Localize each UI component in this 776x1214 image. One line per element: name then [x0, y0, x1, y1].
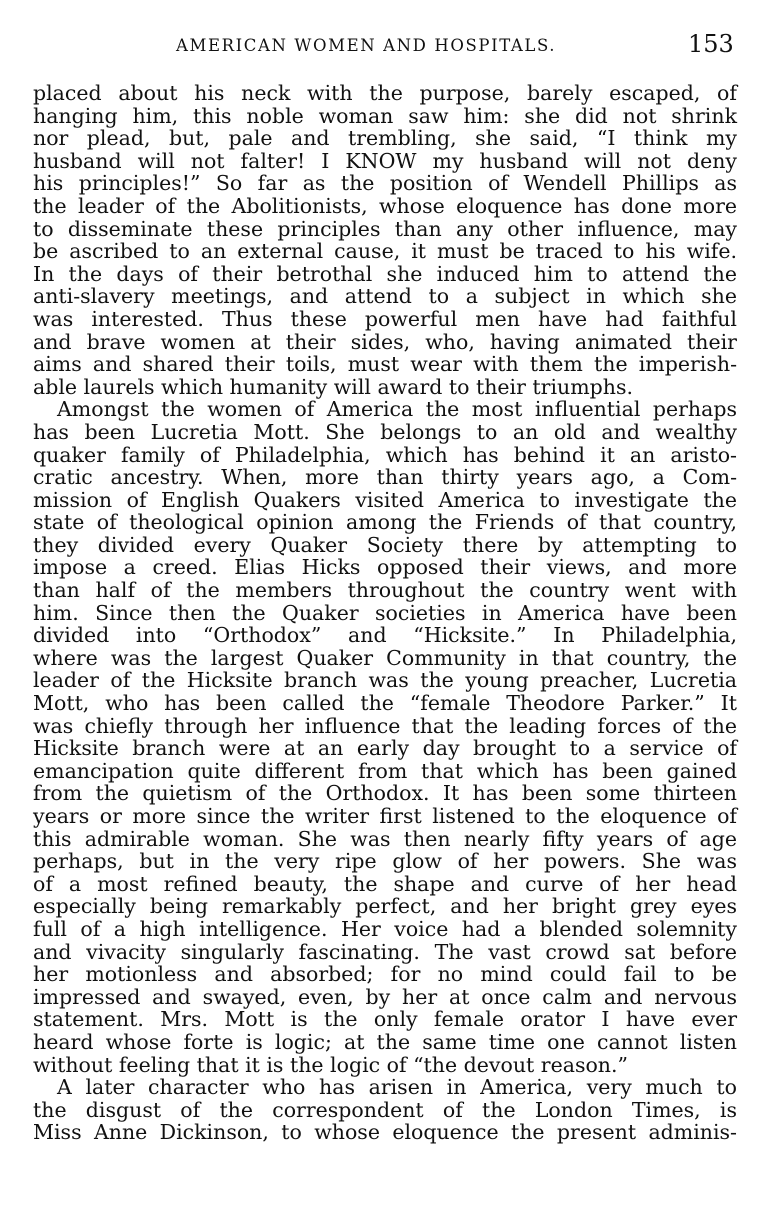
text-line: the leader of the Abolitionists, whose eloquence has done more: [33, 193, 737, 218]
text-line: was chiefly through her influence that the leading forces of the: [33, 713, 737, 738]
text-line: years or more since the writer first listened to the eloquence of: [33, 804, 737, 828]
page-number: 153: [688, 30, 734, 58]
text-line: divided into “Orthodox” and “Hicksite.” In Philadelphia,: [33, 623, 737, 648]
text-line: impressed and swayed, even, by her at once calm and nervous: [33, 984, 737, 1009]
text-line: A later character who has arisen in America, very much to: [57, 1075, 737, 1100]
text-line: the disgust of the correspondent of the London Times, is: [33, 1097, 737, 1122]
text-line: be ascribed to an external cause, it must be traced to his wife.: [33, 239, 737, 264]
text-line: than half of the members throughout the country went with: [33, 578, 737, 603]
text-line: and vivacity singularly fascinating. The vast crowd sat before: [33, 939, 737, 964]
text-line: his principles!” So far as the position of Wendell Phillips as: [33, 171, 737, 196]
text-line: full of a high intelligence. Her voice had a blended solemnity: [33, 916, 737, 941]
text-line: Mott, who has been called the “female Theodore Parker.” It: [33, 691, 737, 716]
text-line: mission of English Quakers visited America to investigate the: [33, 487, 737, 512]
text-line: leader of the Hicksite branch was the young preacher, Lucretia: [33, 668, 737, 693]
text-line: husband will not falter! I KNOW my husband will not deny: [33, 148, 737, 173]
text-line: able laurels which humanity will award to their triumphs.: [33, 374, 634, 399]
text-line: hanging him, this noble woman saw him: she did not shrink: [33, 103, 737, 128]
text-line: was interested. Thus these powerful men have had faithful: [33, 306, 737, 331]
text-line: placed about his neck with the purpose, barely escaped, of: [33, 81, 737, 105]
text-line: to disseminate these principles than any other influence, may: [33, 216, 737, 241]
text-line: Hicksite branch were at an early day brought to a service of: [33, 736, 737, 761]
text-line: state of theological opinion among the Friends of that country,: [33, 510, 737, 535]
body-text: [33, 82, 737, 1144]
running-title: AMERICAN WOMEN AND HOSPITALS.: [176, 36, 557, 55]
text-line: aims and shared their toils, must wear with them the imperish-: [33, 352, 737, 377]
text-line: cratic ancestry. When, more than thirty years ago, a Com-: [33, 465, 737, 490]
text-line: has been Lucretia Mott. She belongs to an old and wealthy: [33, 419, 737, 444]
text-line: and brave women at their sides, who, having animated their: [33, 329, 737, 354]
text-line: quaker family of Philadelphia, which has behind it an aristo-: [33, 442, 737, 467]
text-line: nor plead, but, pale and trembling, she said, “I think my: [33, 126, 737, 151]
text-line: impose a creed. Elias Hicks opposed their views, and more: [33, 555, 737, 580]
text-line: him. Since then the Quaker societies in America have been: [33, 600, 737, 625]
text-line: In the days of their betrothal she induced him to attend the: [33, 261, 737, 286]
text-line: emancipation quite different from that which has been gained: [33, 758, 737, 783]
text-line: Amongst the women of America the most influential perhaps: [57, 397, 737, 422]
text-line: her motionless and absorbed; for no mind could fail to be: [33, 962, 737, 987]
text-line: Miss Anne Dickinson, to whose eloquence the present adminis-: [33, 1120, 737, 1145]
text-line: heard whose forte is logic; at the same time one cannot listen: [33, 1029, 737, 1054]
text-line: of a most refined beauty, the shape and curve of her head: [33, 871, 737, 896]
text-line: they divided every Quaker Society there by attempting to: [33, 532, 737, 557]
running-header: [0, 30, 776, 70]
text-line: perhaps, but in the very ripe glow of her powers. She was: [33, 849, 737, 874]
text-line: especially being remarkably perfect, and her bright grey eyes: [33, 894, 737, 919]
text-line: this admirable woman. She was then nearly fifty years of age: [33, 826, 737, 851]
text-line: statement. Mrs. Mott is the only female orator I have ever: [33, 1007, 737, 1032]
text-line: from the quietism of the Orthodox. It has been some thirteen: [33, 781, 737, 806]
text-line: where was the largest Quaker Community in that country, the: [33, 645, 737, 670]
text-line: anti-slavery meetings, and attend to a subject in which she: [33, 284, 737, 309]
text-line: without feeling that it is the logic of “the devout reason.”: [33, 1052, 629, 1077]
